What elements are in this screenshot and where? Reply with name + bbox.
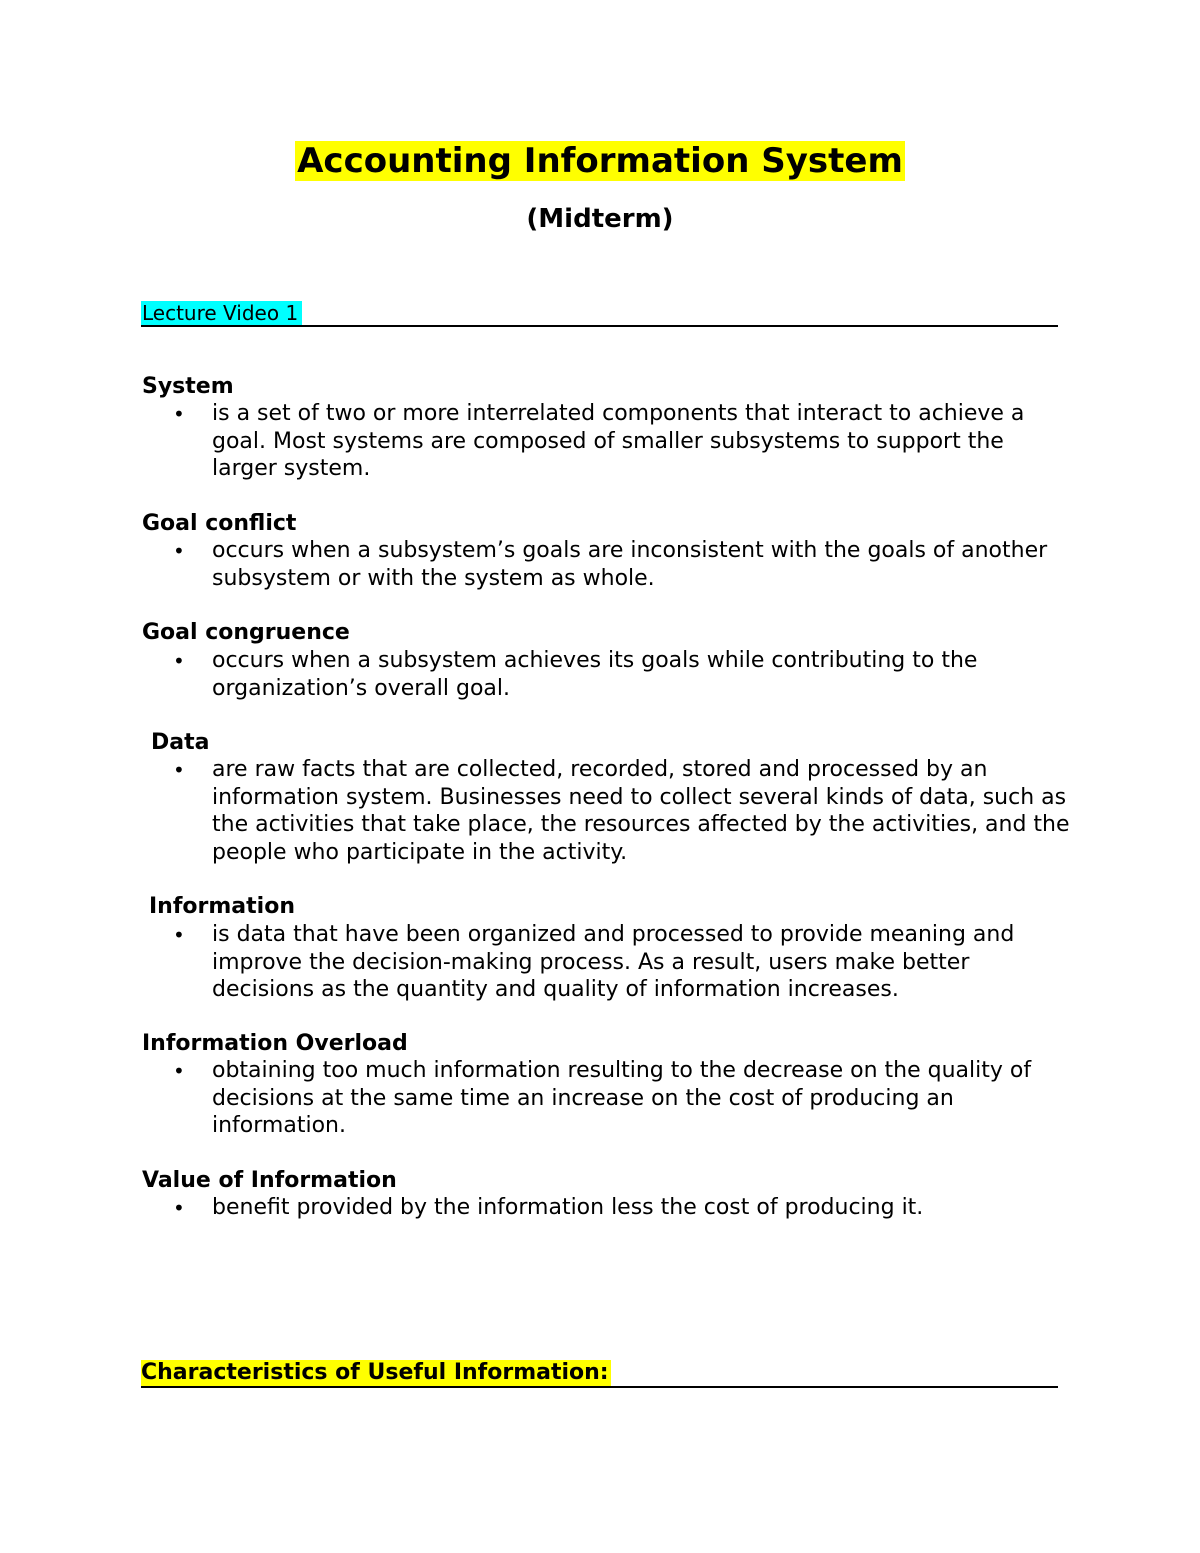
section-heading-text: Characteristics of Useful Information: xyxy=(141,1360,609,1385)
bullet-icon: • xyxy=(173,539,185,563)
term-title: Goal congruence xyxy=(142,620,350,645)
bullet-icon: • xyxy=(173,402,185,426)
document-title xyxy=(0,140,1200,182)
section-heading-lecture-video xyxy=(141,301,1058,327)
term-title: Goal conflict xyxy=(142,511,297,536)
term-definition: are raw facts that are collected, recorded, stored and processed by an information system. Businesses need to collect several kinds of data, such as the activities that take place, the resources affected by the activities, and the people who participate in the activity. xyxy=(212,757,1070,865)
term-definition: benefit provided by the information less the cost of producing it. xyxy=(212,1195,924,1220)
document-title-text: Accounting Information System xyxy=(297,141,903,181)
bullet-icon: • xyxy=(173,649,185,673)
bullet-icon: • xyxy=(173,1059,185,1083)
term-title: Information xyxy=(149,894,295,919)
bullet-icon: • xyxy=(173,758,185,782)
section-heading-text: Lecture Video 1 xyxy=(141,301,302,325)
term-definition: occurs when a subsystem achieves its goals while contributing to the organization’s overall goal. xyxy=(212,648,978,701)
term-title: Data xyxy=(151,730,210,755)
term-definition: is data that have been organized and processed to provide meaning and improve the decision-making process. As a result, users make better decisions as the quantity and quality of information increases. xyxy=(212,922,1015,1002)
bullet-icon: • xyxy=(173,1196,185,1220)
section-heading-characteristics xyxy=(141,1360,1058,1388)
bullet-icon: • xyxy=(173,923,185,947)
term-title: Value of Information xyxy=(142,1168,397,1193)
term-definition: occurs when a subsystem’s goals are inconsistent with the goals of another subsystem or with the system as whole. xyxy=(212,538,1048,591)
document-subtitle: (Midterm) xyxy=(526,204,674,234)
term-title: System xyxy=(142,374,234,399)
term-title: Information Overload xyxy=(142,1031,408,1056)
term-definition: obtaining too much information resulting to the decrease on the quality of decisions at the same time an increase on the cost of producing an information. xyxy=(212,1058,1032,1138)
term-definition: is a set of two or more interrelated components that interact to achieve a goal. Most systems are composed of smaller subsystems to support the larger system. xyxy=(212,401,1025,481)
